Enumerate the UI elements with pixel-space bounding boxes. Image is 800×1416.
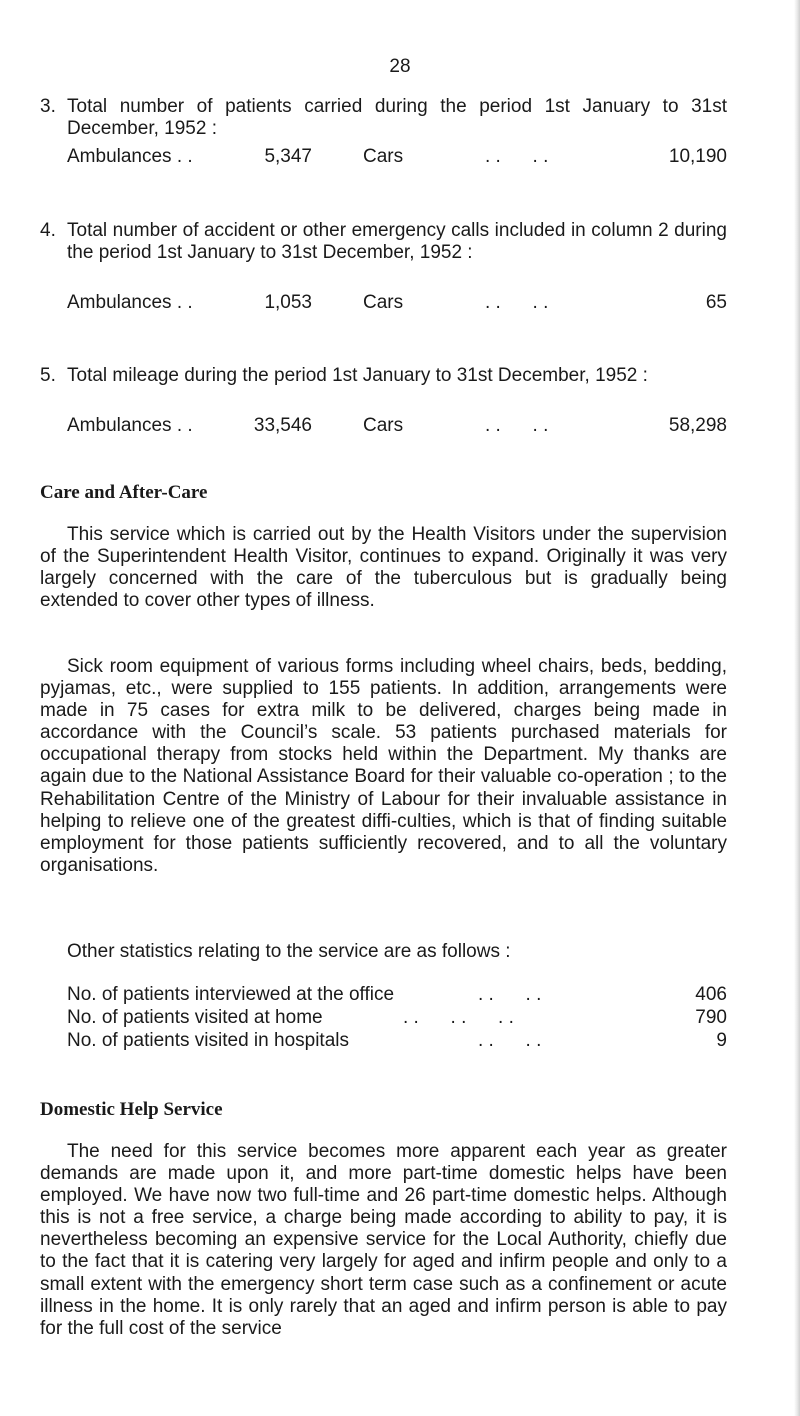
- item-3-figures: [67, 146, 727, 170]
- ambulances-value: 5,347: [264, 146, 312, 167]
- page-edge-shadow: [794, 0, 800, 1416]
- cars-value: 58,298: [668, 415, 727, 436]
- domestic-section-heading: Domestic Help Service: [40, 1099, 223, 1120]
- statistic-value: 790: [695, 1007, 727, 1028]
- page-number: 28: [389, 56, 411, 77]
- cars-label: Cars: [363, 292, 404, 313]
- leader-dots: . . . .: [485, 292, 549, 313]
- ambulances-value: 33,546: [253, 415, 312, 436]
- statistic-value: 406: [695, 984, 727, 1005]
- statistic-label: No. of patients visited in hospitals: [67, 1030, 349, 1051]
- item-4-figures: [67, 292, 727, 316]
- item-3-number: 3.: [40, 96, 56, 117]
- item-5-text: Total mileage during the period 1st January to 31st December, 1952 :: [67, 365, 648, 386]
- leader-dots: . . . .: [478, 1030, 542, 1051]
- leader-dots: . . . .: [485, 415, 549, 436]
- ambulances-label: Ambulances . .: [67, 415, 193, 436]
- item-4-text: Total number of accident or other emergency calls included in column 2 during the period 1st January to 31st December, 1952 :: [67, 220, 727, 263]
- care-section-heading: Care and After-Care: [40, 482, 208, 503]
- statistic-row: [67, 984, 727, 1006]
- ambulances-value: 1,053: [264, 292, 312, 313]
- cars-value: 65: [705, 292, 727, 313]
- care-paragraph-2: Sick room equipment of various forms including wheel chairs, beds, bedding, pyjamas, etc., were supplied to 155 patients. In addition, arrangements were made in 75 cases for extra milk to be delivered, charges being made in accordance with the Council’s scale. 53 patients purchased materials for occupational therapy from stocks held within the Department. My thanks are again due to the National Assistance Board for their valuable co-operation ; to the Rehabilitation Centre of the Ministry of Labour for their invaluable assistance in helping to relieve one of the greatest diffi-culties, which is that of finding suitable employment for those patients sufficiently recovered, and to all the voluntary organisations.: [40, 656, 727, 876]
- domestic-paragraph: The need for this service becomes more apparent each year as greater demands are made upon it, and more part-time domestic helps have been employed. We have now two full-time and 26 part-time domestic helps. Although this is not a free service, a charge being made according to ability to pay, it is nevertheless becoming an expensive service for the Local Authority, chiefly due to the fact that it is catering very largely for aged and infirm people and only to a small extent with the emergency short term case such as a confinement or acute illness in the home. It is only rarely that an aged and infirm person is able to pay for the full cost of the service: [40, 1141, 727, 1339]
- cars-label: Cars: [363, 146, 404, 167]
- leader-dots: . . . .: [485, 146, 549, 167]
- care-paragraph-3: Other statistics relating to the service are as follows :: [67, 941, 511, 962]
- cars-value: 10,190: [668, 146, 727, 167]
- cars-label: Cars: [363, 415, 404, 436]
- item-5-number: 5.: [40, 365, 56, 386]
- ambulances-label: Ambulances . .: [67, 146, 193, 167]
- leader-dots: . . . .: [478, 984, 542, 1005]
- item-5-figures: [67, 415, 727, 439]
- statistic-label: No. of patients interviewed at the office: [67, 984, 395, 1005]
- statistic-label: No. of patients visited at home: [67, 1007, 323, 1028]
- item-3-text: Total number of patients carried during the period 1st January to 31st December, 1952 :: [67, 96, 727, 139]
- item-4-number: 4.: [40, 220, 56, 241]
- ambulances-label: Ambulances . .: [67, 292, 193, 313]
- statistic-row: [67, 1007, 727, 1029]
- statistic-row: [67, 1030, 727, 1052]
- statistic-value: 9: [716, 1030, 727, 1051]
- leader-dots: . . . . . .: [403, 1007, 514, 1028]
- care-paragraph-1: This service which is carried out by the Health Visitors under the supervision of the Superintendent Health Visitor, continues to expand. Originally it was very largely concerned with the care of the tuberculous but is gradually being extended to cover other types of illness.: [40, 524, 727, 612]
